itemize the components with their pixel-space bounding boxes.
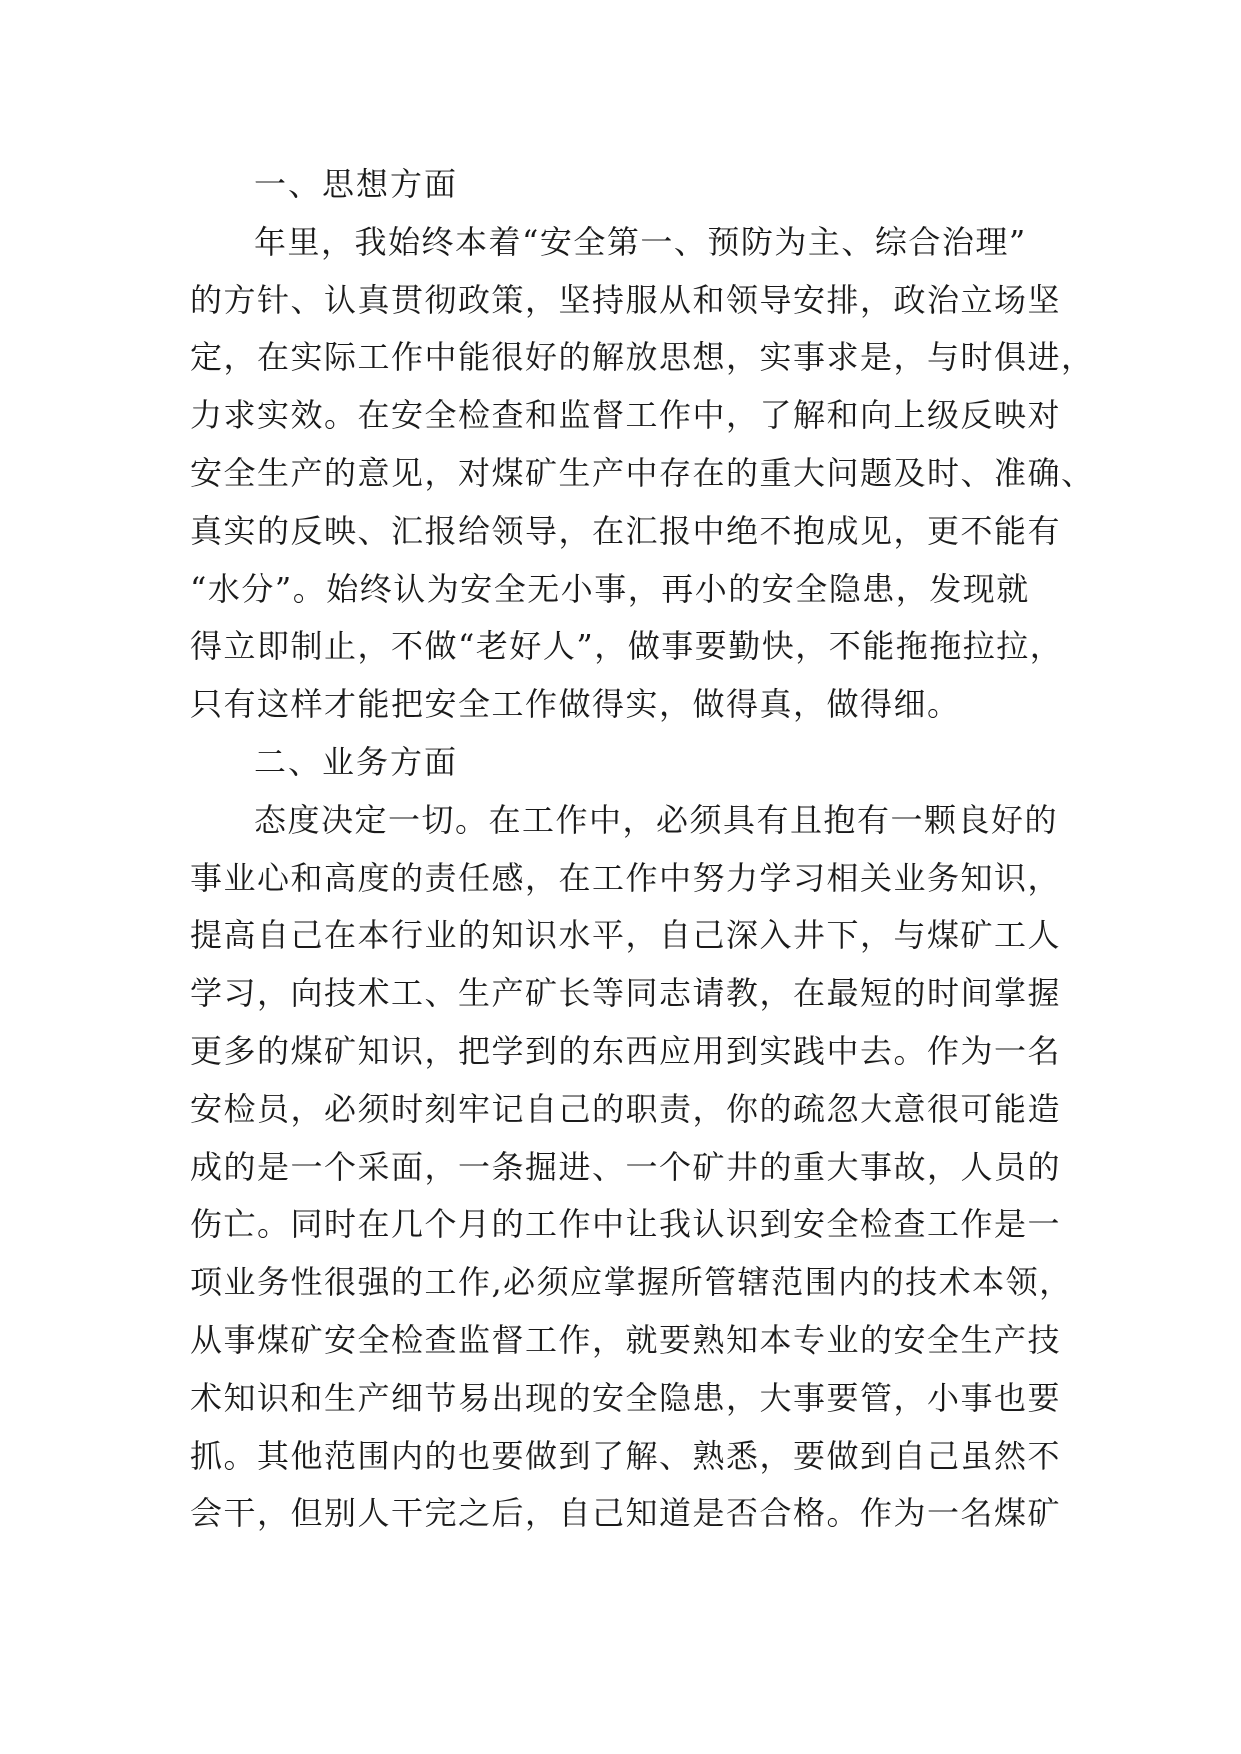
paragraph-line: 只有这样才能把安全工作做得实，做得真，做得细。 [190,685,961,724]
paragraph-line: 年里，我始终本着“安全第一、预防为主、综合治理” [254,222,1027,261]
paragraph-line: 得立即制止，不做“老好人”，做事要勤快，不能拖拖拉拉， [190,627,1064,666]
paragraph-line: 的方针、认真贯彻政策，坚持服从和领导安排，政治立场坚 [190,280,1062,319]
paragraph-line: 术知识和生产细节易出现的安全隐患，大事要管，小事也要 [190,1378,1062,1417]
paragraph-line: 定，在实际工作中能很好的解放思想，实事求是，与时俱进， [190,338,1095,377]
paragraph-line: 安检员，必须时刻牢记自己的职责，你的疏忽大意很可能造 [190,1089,1062,1128]
document-body [190,156,1095,1543]
paragraph-line: 力求实效。在安全检查和监督工作中，了解和向上级反映对 [190,396,1062,435]
paragraph-line: 态度决定一切。在工作中，必须具有且抱有一颗良好的 [254,800,1059,839]
paragraph-line: “水分”。始终认为安全无小事，再小的安全隐患，发现就 [190,569,1030,608]
paragraph-line: 事业心和高度的责任感，在工作中努力学习相关业务知识， [190,858,1062,897]
paragraph-line: 抓。其他范围内的也要做到了解、熟悉，要做到自己虽然不 [190,1436,1062,1475]
paragraph-line: 伤亡。同时在几个月的工作中让我认识到安全检查工作是一 [190,1205,1062,1244]
paragraph-line: 成的是一个采面，一条掘进、一个矿井的重大事故，人员的 [190,1147,1062,1186]
paragraph-line: 会干，但别人干完之后，自己知道是否合格。作为一名煤矿 [190,1494,1062,1533]
paragraph-line: 真实的反映、汇报给领导，在汇报中绝不抱成见，更不能有 [190,511,1062,550]
paragraph-line: 从事煤矿安全检查监督工作，就要熟知本专业的安全生产技 [190,1320,1062,1359]
paragraph-line: 更多的煤矿知识，把学到的东西应用到实践中去。作为一名 [190,1031,1062,1070]
section-heading-1: 一、思想方面 [254,165,459,203]
paragraph-line: 项业务性很强的工作,必须应掌握所管辖范围内的技术本领， [190,1263,1073,1302]
paragraph-line: 学习，向技术工、生产矿长等同志请教，在最短的时间掌握 [190,974,1062,1013]
section-heading-2: 二、业务方面 [254,742,459,781]
paragraph-line: 提高自己在本行业的知识水平，自己深入井下，与煤矿工人 [190,916,1062,955]
paragraph-line: 安全生产的意见，对煤矿生产中存在的重大问题及时、准确、 [190,453,1095,492]
